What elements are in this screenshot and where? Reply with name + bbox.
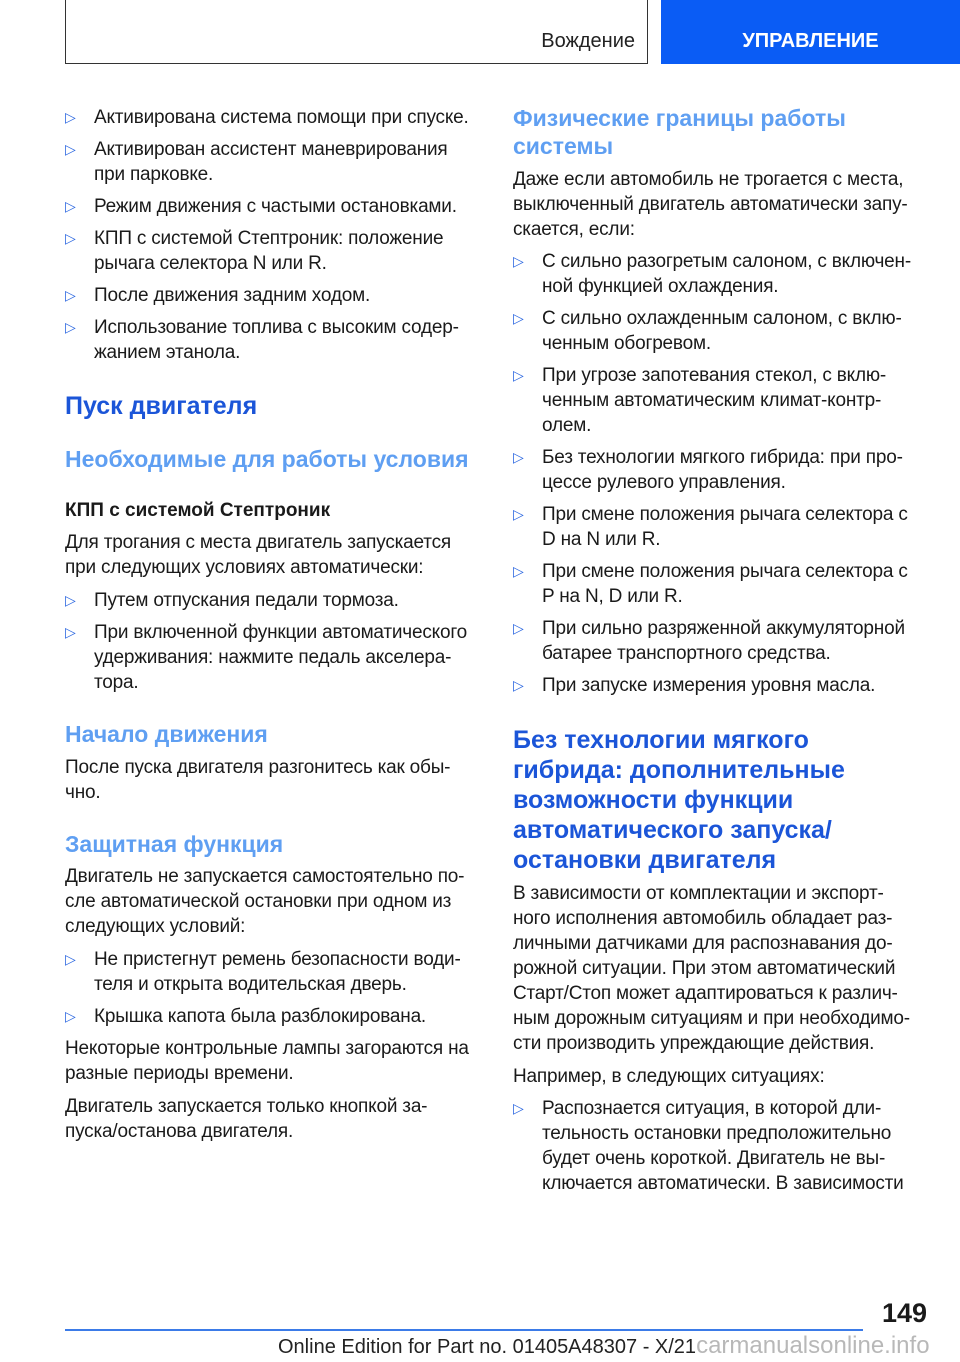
heading-conditions: Необходимые для работы условия [65, 446, 469, 472]
heading-steptronic: КПП с системой Стептроник [65, 500, 331, 521]
bullet-item: ▷ КПП с системой Стептроник: положение рычага селектора N или R. [65, 226, 485, 276]
footer-divider [65, 1329, 863, 1331]
chapter-tab-label: УПРАВЛЕНИЕ [742, 29, 879, 52]
bullet-item: ▷ Распознается ситуация, в которой дли- тельность остановки предположительно будет очень короткой. Двигатель не вы- ключается автоматически. В зависимости [513, 1096, 933, 1196]
paragraph: Двигатель запускается только кнопкой за- пуска/останова двигателя. [65, 1096, 428, 1142]
heading-drive-off: Начало движения [65, 721, 268, 747]
bullet-item: ▷ Без технологии мягкого гибрида: при про- цессе рулевого управления. [513, 445, 933, 495]
bullet-item: ▷ При смене положения рычага селектора с D на N или R. [513, 502, 933, 552]
bullet-item: ▷ После движения задним ходом. [65, 283, 485, 308]
bullet-list-4 [513, 249, 933, 705]
heading-engine-start: Пуск двигателя [65, 392, 258, 420]
section-title: Вождение [541, 30, 635, 52]
heading-no-mild-hybrid: Без технологии мягкого гибрида: дополнительные возможности функции автоматического запуска/ остановки двигателя [513, 726, 845, 874]
bullet-item: ▷ С сильно разогретым салоном, с включен- ной функцией охлаждения. [513, 249, 933, 299]
bullet-item: ▷ С сильно охлажденным салоном, с вклю- ченным обогревом. [513, 306, 933, 356]
bullet-item: ▷ Активирована система помощи при спуске. [65, 105, 485, 130]
watermark: carmanualsonline.info [696, 1332, 930, 1359]
bullet-item: ▷ При запуске измерения уровня масла. [513, 673, 933, 698]
paragraph: Двигатель не запускается самостоятельно по- сле автоматической остановки при одном из следующих условий: [65, 866, 465, 937]
paragraph: Даже если автомобиль не трогается с места, выключенный двигатель автоматически запу- скается, если: [513, 169, 908, 240]
bullet-list-5 [513, 1096, 933, 1203]
bullet-item: ▷ При угрозе запотевания стекол, с вклю- ченным автоматическим климат-контр- олем. [513, 363, 933, 438]
page-number: 149 [881, 1298, 927, 1328]
edition-label: Online Edition for Part no. 01405A48307 - X/21 [278, 1336, 697, 1358]
bullet-item: ▷ Не пристегнут ремень безопасности води- теля и открыта водительская дверь. [65, 947, 485, 997]
bullet-item: ▷ Режим движения с частыми остановками. [65, 194, 485, 219]
bullet-list-3 [65, 947, 485, 1036]
bullet-item: ▷ Путем отпускания педали тормоза. [65, 588, 485, 613]
bullet-list-2 [65, 588, 485, 702]
bullet-item: ▷ Использование топлива с высоким содер- жанием этанола. [65, 315, 485, 365]
paragraph: Для трогания с места двигатель запускается при следующих условиях автоматически: [65, 532, 451, 578]
chapter-tab[interactable] [661, 0, 960, 64]
heading-physical-limits: Физические границы работы системы [513, 105, 846, 159]
bullet-item: ▷ Активирован ассистент маневрирования при парковке. [65, 137, 485, 187]
bullet-item: ▷ При смене положения рычага селектора с P на N, D или R. [513, 559, 933, 609]
paragraph: Например, в следующих ситуациях: [513, 1066, 825, 1087]
bullet-item: ▷ При включенной функции автоматического удерживания: нажмите педаль акселера- тора. [65, 620, 485, 695]
bullet-item: ▷ Крышка капота была разблокирована. [65, 1004, 485, 1029]
footer-text [278, 1332, 930, 1360]
heading-protection: Защитная функция [65, 831, 284, 857]
paragraph: В зависимости от комплектации и экспорт- ного исполнения автомобиль обладает раз- личными датчиками для распознавания до- рожной ситуации. При этом автоматический Старт/Стоп может адаптироваться к различ- ным дорожным ситуациям и при необходимо- сти производить упреждающие действия. [513, 883, 910, 1054]
paragraph: Некоторые контрольные лампы загораются на разные периоды времени. [65, 1038, 469, 1084]
paragraph: После пуска двигателя разгонитесь как обы- чно. [65, 757, 451, 803]
bullet-item: ▷ При сильно разряженной аккумуляторной батарее транспортного средства. [513, 616, 933, 666]
bullet-list-1 [65, 105, 485, 372]
